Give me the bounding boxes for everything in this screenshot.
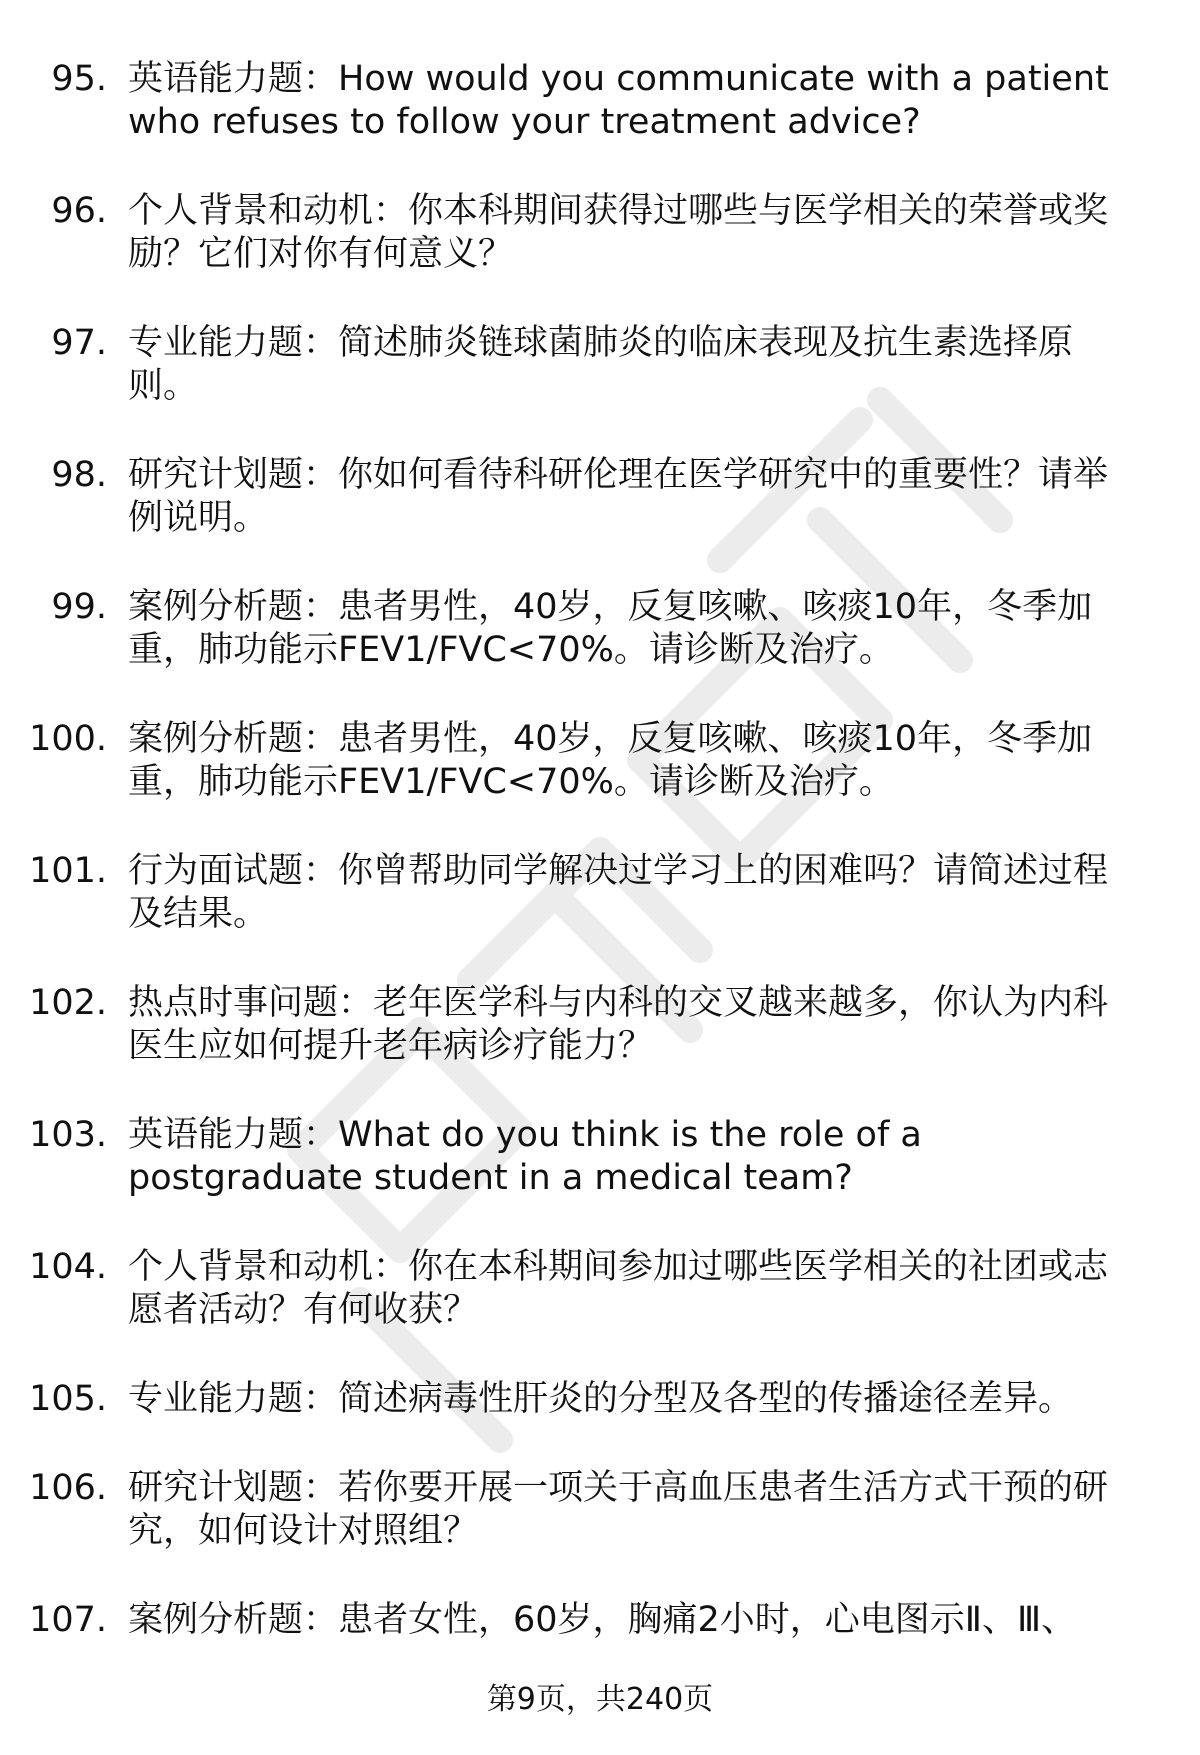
page-footer: 第9页，共240页 (486, 1682, 714, 1717)
question-item (0, 1378, 1200, 1421)
question-item (0, 850, 1200, 936)
question-text: 热点时事问题：老年医学科与内科的交叉越来越多，你认为内科 医生应如何提升老年病诊疗能力？ (128, 983, 1109, 1066)
question-number: 98. (51, 455, 107, 495)
question-text: 英语能力题：What do you think is the role of a postgraduate student in a medical team? (128, 1115, 922, 1198)
question-item (0, 190, 1200, 276)
question-text: 案例分析题：患者男性，40岁，反复咳嗽、咳痰10年，冬季加 重，肺功能示FEV1/FVC<70%。请诊断及治疗。 (128, 587, 1093, 670)
question-list (0, 58, 1200, 1688)
question-number: 107. (29, 1600, 107, 1640)
question-item (0, 1114, 1200, 1200)
question-text: 研究计划题：若你要开展一项关于高血压患者生活方式干预的研 究，如何设计对照组？ (128, 1468, 1109, 1551)
question-text: 英语能力题：How would you communicate with a patient who refuses to follow your treatment advice? (128, 59, 1109, 142)
question-item (0, 1599, 1200, 1642)
question-number: 102. (29, 983, 107, 1023)
question-number: 100. (29, 719, 107, 759)
question-text: 专业能力题：简述肺炎链球菌肺炎的临床表现及抗生素选择原 则。 (128, 323, 1074, 406)
question-text: 研究计划题：你如何看待科研伦理在医学研究中的重要性？请举 例说明。 (128, 455, 1109, 538)
question-item (0, 982, 1200, 1068)
question-item (0, 58, 1200, 144)
question-number: 95. (51, 59, 107, 99)
question-number: 104. (29, 1247, 107, 1287)
question-item (0, 322, 1200, 408)
question-item (0, 586, 1200, 672)
question-number: 106. (29, 1468, 107, 1508)
question-text: 个人背景和动机：你本科期间获得过哪些与医学相关的荣誉或奖 励？它们对你有何意义？ (128, 191, 1109, 274)
question-text: 行为面试题：你曾帮助同学解决过学习上的困难吗？请简述过程 及结果。 (128, 851, 1109, 934)
question-item (0, 1467, 1200, 1553)
question-number: 101. (29, 851, 107, 891)
question-number: 105. (29, 1379, 107, 1419)
question-item (0, 1246, 1200, 1332)
question-number: 97. (51, 323, 107, 363)
question-text: 专业能力题：简述病毒性肝炎的分型及各型的传播途径差异。 (128, 1379, 1074, 1419)
question-text: 个人背景和动机：你在本科期间参加过哪些医学相关的社团或志 愿者活动？有何收获？ (128, 1247, 1109, 1330)
question-item (0, 454, 1200, 540)
question-text: 案例分析题：患者女性，60岁，胸痛2小时，心电图示Ⅱ、Ⅲ、 (128, 1600, 1077, 1640)
question-item (0, 718, 1200, 804)
question-text: 案例分析题：患者男性，40岁，反复咳嗽、咳痰10年，冬季加 重，肺功能示FEV1/FVC<70%。请诊断及治疗。 (128, 719, 1093, 802)
question-number: 103. (29, 1115, 107, 1155)
question-number: 96. (51, 191, 107, 231)
question-number: 99. (51, 587, 107, 627)
